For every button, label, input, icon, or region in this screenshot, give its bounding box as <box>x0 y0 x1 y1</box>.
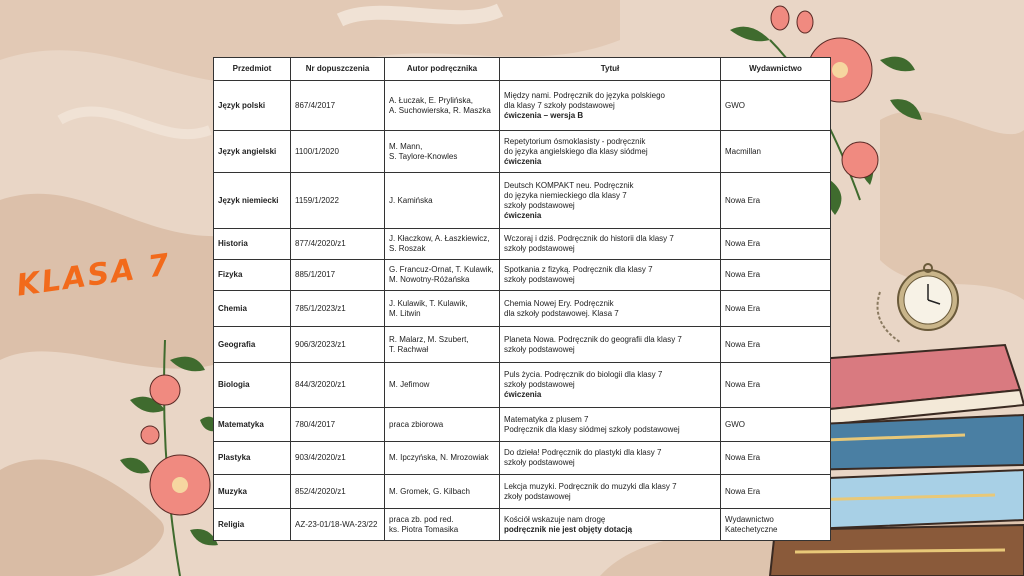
cell-line: M. Ipczyńska, N. Mrozowiak <box>389 453 489 462</box>
title-cell <box>500 173 721 229</box>
number-cell: 877/4/2020/z1 <box>291 229 385 260</box>
table-body <box>214 81 831 541</box>
cell-line: Planeta Nowa. Podręcznik do geografii dla klasy 7 <box>504 334 682 344</box>
cell-line: szkoły podstawowej <box>504 344 575 354</box>
cell-line: J. Kulawik, T. Kulawik, <box>389 298 468 308</box>
title-cell <box>500 442 721 475</box>
title-note: ćwiczenia <box>504 210 542 220</box>
subject-cell: Fizyka <box>214 260 291 291</box>
author-cell <box>385 229 500 260</box>
author-cell <box>385 475 500 509</box>
cell-line: T. Rachwał <box>389 344 429 354</box>
cell-line: do języka niemieckiego dla klasy 7 <box>504 190 627 200</box>
table-row <box>214 81 831 131</box>
subject-cell: Chemia <box>214 291 291 327</box>
cell-line: ks. Piotra Tomasika <box>389 524 459 534</box>
author-cell <box>385 408 500 442</box>
cell-line: Katechetyczne <box>725 524 778 534</box>
textbook-table <box>213 57 831 541</box>
number-cell: 844/3/2020/z1 <box>291 363 385 408</box>
table-row <box>214 173 831 229</box>
cell-line: Między nami. Podręcznik do języka polskiego <box>504 90 665 100</box>
publisher-cell: Nowa Era <box>721 442 831 475</box>
number-cell: 1159/1/2022 <box>291 173 385 229</box>
publisher-cell: Nowa Era <box>721 291 831 327</box>
title-cell <box>500 291 721 327</box>
cell-line: S. Taylore-Knowles <box>389 151 458 161</box>
cell-line: M. Gromek, G. Kilbach <box>389 486 470 496</box>
title-cell <box>500 260 721 291</box>
number-cell: 906/3/2023/z1 <box>291 327 385 363</box>
header-title: Tytuł <box>500 58 721 81</box>
table-row <box>214 260 831 291</box>
cell-line: M. Jefimow <box>389 380 430 389</box>
cell-line: G. Francuz-Ornat, T. Kulawik, <box>389 265 494 274</box>
cell-line: J. Kamińska <box>389 195 433 205</box>
author-cell <box>385 131 500 173</box>
table-row <box>214 363 831 408</box>
subject-cell: Matematyka <box>214 408 291 442</box>
subject-cell: Język niemiecki <box>214 173 291 229</box>
cell-line: szkoły podstawowej <box>504 458 575 467</box>
publisher-cell: Nowa Era <box>721 327 831 363</box>
cell-line: szkoły podstawowej <box>504 275 575 284</box>
cell-line: dla klasy 7 szkoły podstawowej <box>504 100 615 110</box>
title-cell <box>500 509 721 541</box>
publisher-cell <box>721 509 831 541</box>
table-row <box>214 327 831 363</box>
cell-line: Wydawnictwo <box>725 514 774 524</box>
number-cell: 867/4/2017 <box>291 81 385 131</box>
publisher-cell: Nowa Era <box>721 475 831 509</box>
publisher-cell: GWO <box>721 81 831 131</box>
subject-cell: Religia <box>214 509 291 541</box>
author-cell <box>385 291 500 327</box>
table-row <box>214 291 831 327</box>
cell-line: Deutsch KOMPAKT neu. Podręcznik <box>504 180 634 190</box>
publisher-cell: Nowa Era <box>721 173 831 229</box>
cell-line: zkoły podstawowej <box>504 491 571 501</box>
cell-line: Kościół wskazuje nam drogę <box>504 514 606 524</box>
author-cell <box>385 363 500 408</box>
publisher-cell: Nowa Era <box>721 260 831 291</box>
subject-cell: Plastyka <box>214 442 291 475</box>
title-cell <box>500 229 721 260</box>
author-cell <box>385 81 500 131</box>
title-note: podręcznik nie jest objęty dotacją <box>504 524 633 534</box>
title-cell <box>500 475 721 509</box>
header-number: Nr dopuszczenia <box>291 58 385 81</box>
table-row <box>214 509 831 541</box>
number-cell: 852/4/2020/z1 <box>291 475 385 509</box>
cell-line: szkoły podstawowej <box>504 244 575 253</box>
header-publisher: Wydawnictwo <box>721 58 831 81</box>
number-cell: 903/4/2020/z1 <box>291 442 385 475</box>
table-row <box>214 408 831 442</box>
table-row <box>214 475 831 509</box>
author-cell <box>385 327 500 363</box>
title-cell <box>500 408 721 442</box>
number-cell: 1100/1/2020 <box>291 131 385 173</box>
number-cell: 885/1/2017 <box>291 260 385 291</box>
cell-line: dla szkoły podstawowej. Klasa 7 <box>504 308 619 318</box>
header-author: Autor podręcznika <box>385 58 500 81</box>
cell-line: Do dzieła! Podręcznik do plastyki dla klasy 7 <box>504 448 662 457</box>
author-cell <box>385 509 500 541</box>
author-cell <box>385 442 500 475</box>
subject-cell: Geografia <box>214 327 291 363</box>
subject-cell: Język angielski <box>214 131 291 173</box>
publisher-cell: Macmillan <box>721 131 831 173</box>
table-row <box>214 229 831 260</box>
cell-line: Matematyka z plusem 7 <box>504 414 589 424</box>
subject-cell: Język polski <box>214 81 291 131</box>
title-cell <box>500 81 721 131</box>
publisher-cell: GWO <box>721 408 831 442</box>
title-cell <box>500 363 721 408</box>
publisher-cell: Nowa Era <box>721 363 831 408</box>
title-cell <box>500 327 721 363</box>
cell-line: J. Kłaczkow, A. Łaszkiewicz, <box>389 234 490 243</box>
cell-line: Repetytorium ósmoklasisty - podręcznik <box>504 136 646 146</box>
table-header-row <box>214 58 831 81</box>
number-cell: 785/1/2023/z1 <box>291 291 385 327</box>
cell-line: Spotkania z fizyką. Podręcznik dla klasy 7 <box>504 265 653 274</box>
table-row <box>214 131 831 173</box>
cell-line: M. Litwin <box>389 308 421 318</box>
cell-line: Podręcznik dla klasy siódmej szkoły podstawowej <box>504 424 680 434</box>
author-cell <box>385 173 500 229</box>
title-note: ćwiczenia <box>504 390 542 399</box>
cell-line: R. Malarz, M. Szubert, <box>389 334 469 344</box>
subject-cell: Muzyka <box>214 475 291 509</box>
subject-cell: Biologia <box>214 363 291 408</box>
author-cell <box>385 260 500 291</box>
cell-line: szkoły podstawowej <box>504 200 575 210</box>
cell-line: do języka angielskiego dla klasy siódmej <box>504 146 648 156</box>
cell-line: Lekcja muzyki. Podręcznik do muzyki dla klasy 7 <box>504 481 677 491</box>
cell-line: szkoły podstawowej <box>504 380 575 389</box>
cell-line: praca zb. pod red. <box>389 514 454 524</box>
cell-line: A. Łuczak, E. Prylińska, <box>389 95 474 105</box>
number-cell: 780/4/2017 <box>291 408 385 442</box>
table-row <box>214 442 831 475</box>
cell-line: S. Roszak <box>389 244 426 253</box>
textbook-table-container <box>213 57 830 541</box>
number-cell: AZ-23-01/18-WA-23/22 <box>291 509 385 541</box>
cell-line: A. Suchowierska, R. Maszka <box>389 105 491 115</box>
flower-bouquet-left-icon <box>110 340 220 576</box>
class-heading: KLASA 7 <box>14 247 174 304</box>
publisher-cell: Nowa Era <box>721 229 831 260</box>
title-note: ćwiczenia – wersja B <box>504 110 584 120</box>
header-subject: Przedmiot <box>214 58 291 81</box>
title-note: ćwiczenia <box>504 156 542 166</box>
cell-line: Puls życia. Podręcznik do biologii dla klasy 7 <box>504 370 663 379</box>
cell-line: M. Nowotny-Różańska <box>389 275 470 284</box>
title-cell <box>500 131 721 173</box>
cell-line: praca zbiorowa <box>389 419 444 429</box>
cell-line: Wczoraj i dziś. Podręcznik do historii dla klasy 7 <box>504 234 674 243</box>
cell-line: M. Mann, <box>389 141 423 151</box>
subject-cell: Historia <box>214 229 291 260</box>
cell-line: Chemia Nowej Ery. Podręcznik <box>504 298 614 308</box>
